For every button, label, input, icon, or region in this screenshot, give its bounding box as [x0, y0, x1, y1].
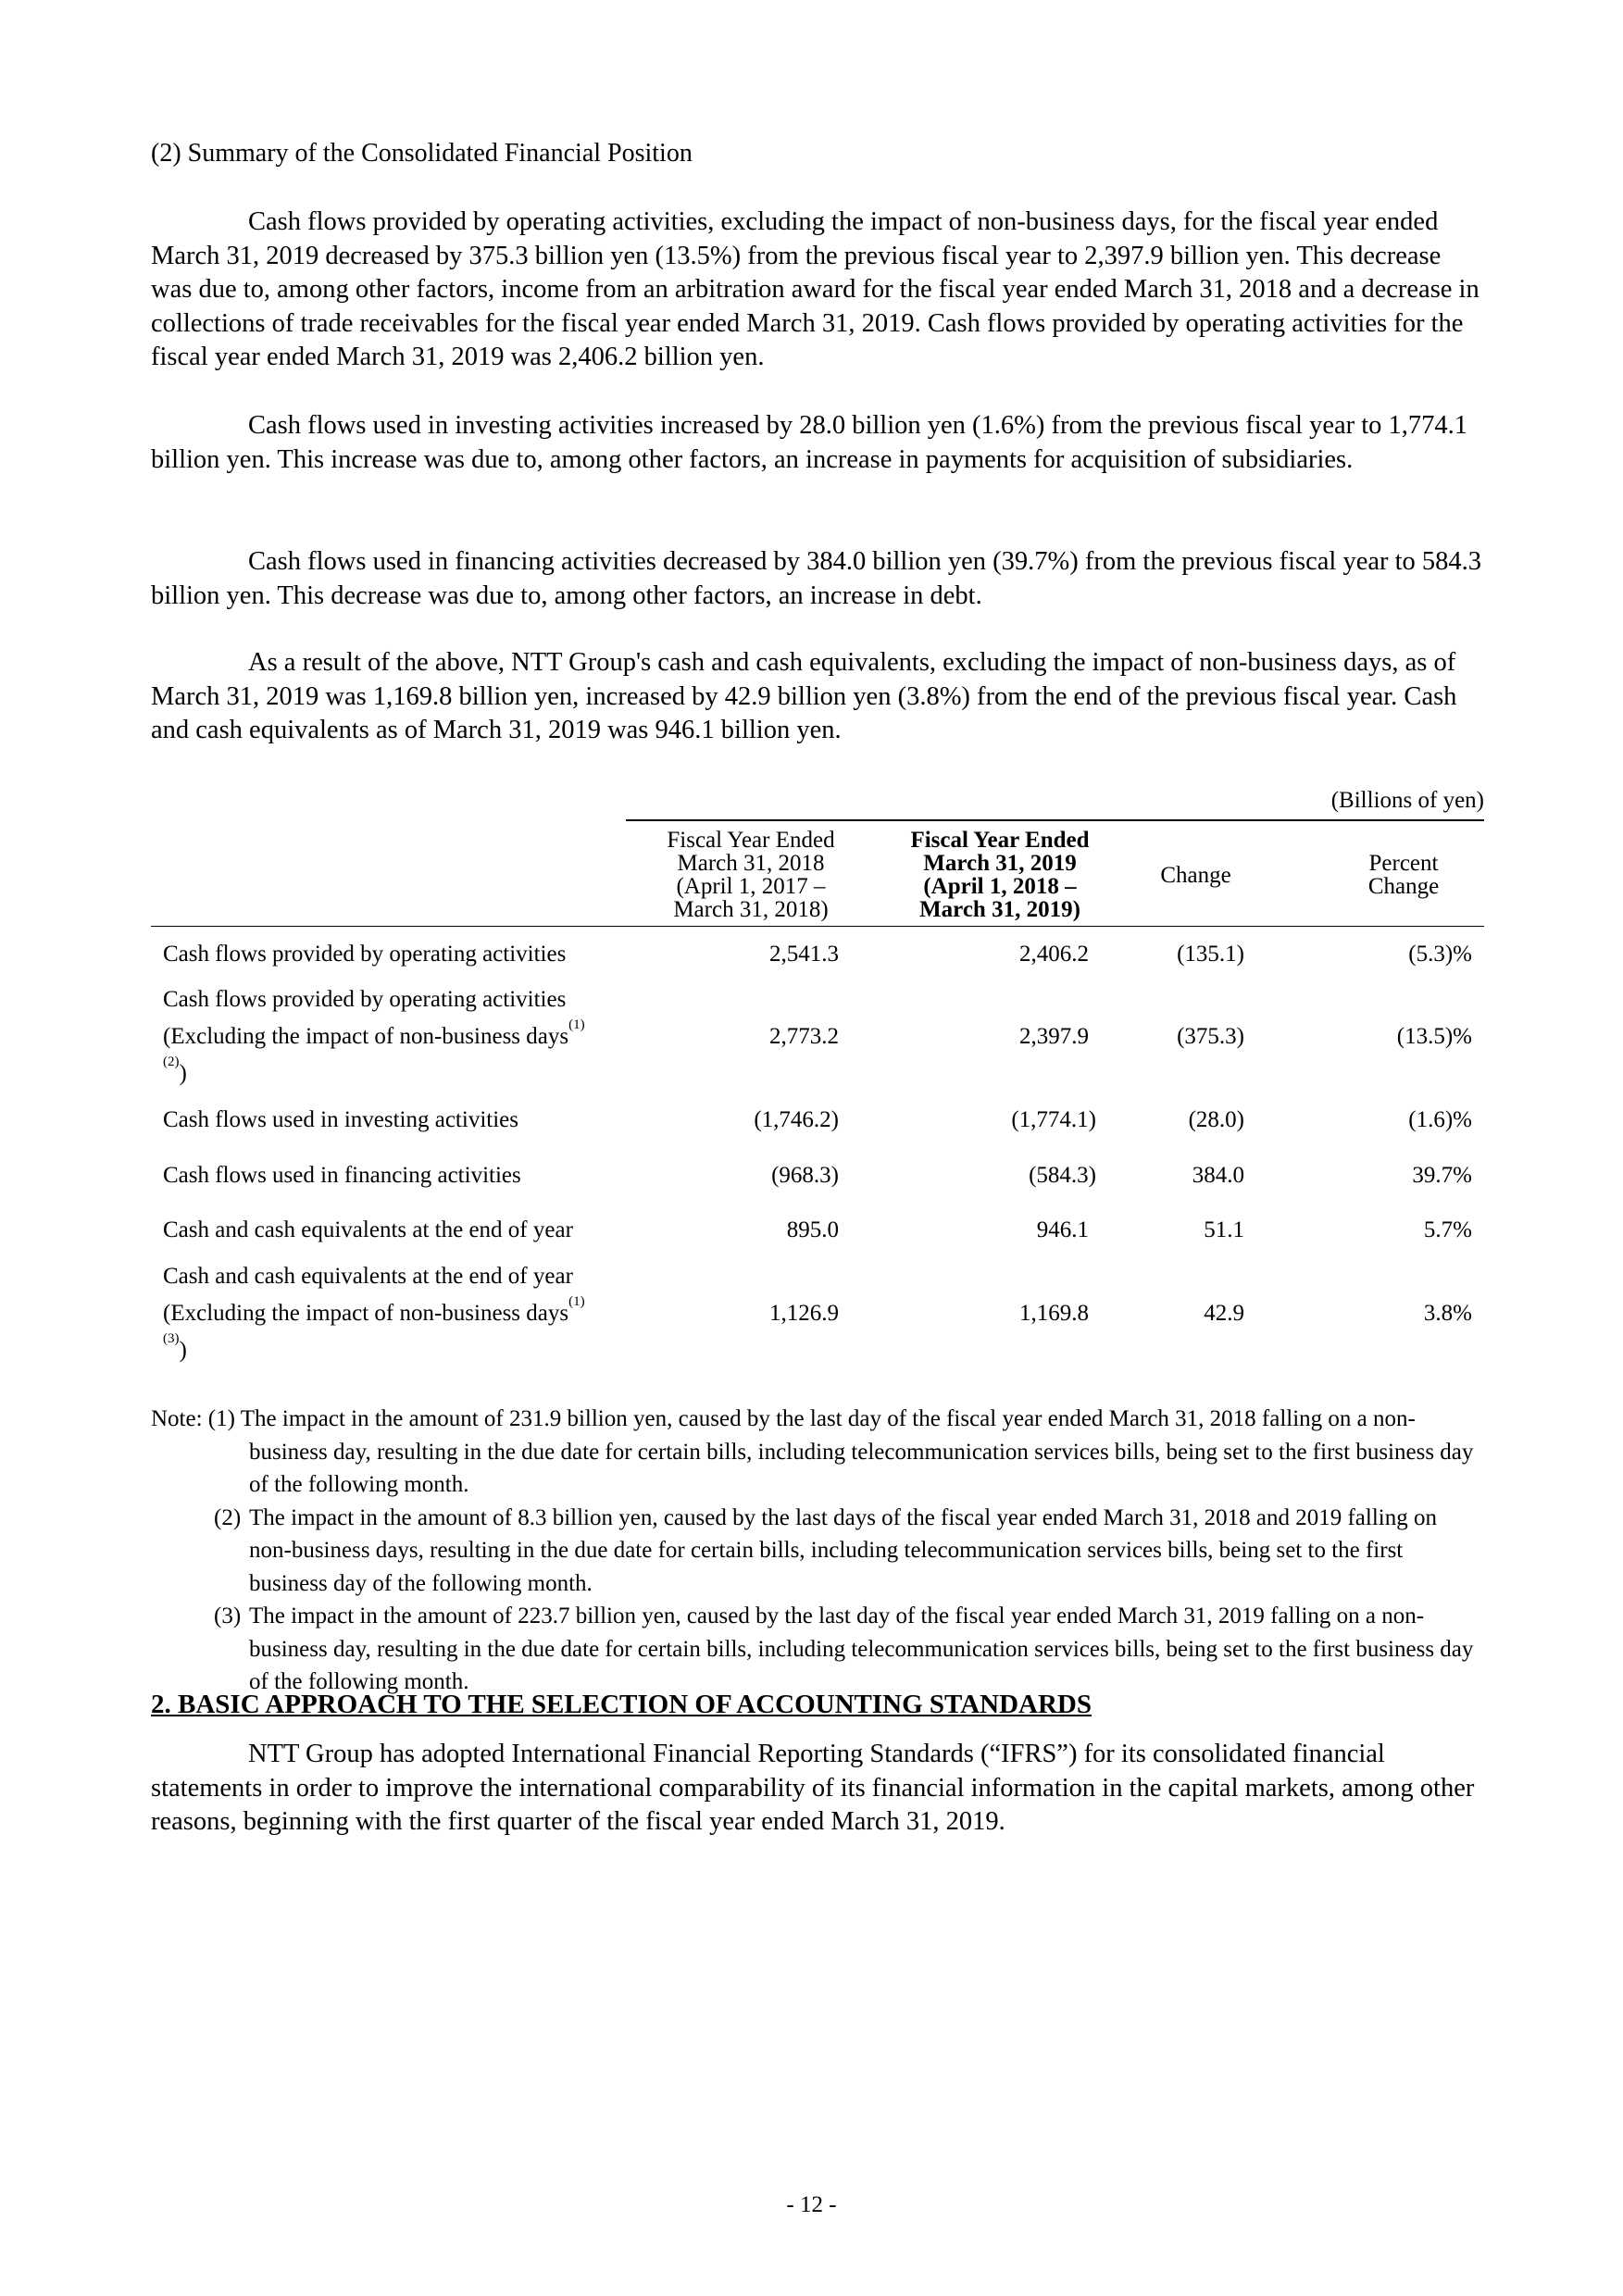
header-fy2018-line4: March 31, 2018) — [673, 897, 829, 922]
table-row — [151, 981, 1484, 1092]
table-row — [151, 1148, 1484, 1203]
footnote-text: The impact in the amount of 8.3 billion yen, caused by the last days of the fiscal year ended March 31, 2018 and 2019 falling on non-business days, resulting in the due date for certain bills, including telecommunication services bills, being set to the first business day of the following month. — [249, 1504, 1437, 1596]
cell-percent: (5.3)% — [1408, 941, 1472, 967]
footnote-1 — [151, 1403, 1484, 1502]
footnote-number: (2) — [214, 1504, 242, 1530]
row-label: Cash flows used in investing activities — [163, 1107, 518, 1132]
footnote-ref: (1) — [568, 1294, 585, 1309]
cell-change: 51.1 — [1204, 1217, 1244, 1242]
header-fy2019-line1: Fiscal Year Ended — [910, 828, 1090, 853]
header-percent-line1: Percent — [1368, 851, 1439, 876]
table-header-row — [151, 824, 1484, 927]
table-row — [151, 1203, 1484, 1258]
cell-percent: 5.7% — [1423, 1217, 1472, 1242]
footnotes — [151, 1403, 1484, 1699]
section-2-heading: 2. BASIC APPROACH TO THE SELECTION OF ACCOUNTING STANDARDS — [151, 1690, 1092, 1719]
header-percent-line2: Change — [1367, 874, 1440, 899]
row-label-line2-text: (Excluding the impact of non-business days — [163, 1024, 569, 1049]
cell-fy2019: 946.1 — [1036, 1217, 1089, 1242]
cell-fy2019: (1,774.1) — [1011, 1107, 1096, 1132]
row-label-line1: Cash flows provided by operating activities — [163, 987, 567, 1012]
row-label-line3 — [163, 1332, 626, 1369]
cell-fy2018: 1,126.9 — [769, 1301, 839, 1326]
cell-change: 384.0 — [1192, 1162, 1244, 1188]
row-label-line2-text: (Excluding the impact of non-business days — [163, 1301, 569, 1326]
cell-change: 42.9 — [1204, 1301, 1244, 1326]
footnote-text: The impact in the amount of 223.7 billion yen, caused by the last day of the fiscal year ended March 31, 2019 falling on a non-business day, resulting in the due date for certain bills, including telecommunication services bills, being set to the first business day of the following month. — [249, 1603, 1474, 1694]
cell-percent: (1.6)% — [1408, 1107, 1472, 1132]
paragraph-financing: Cash flows used in financing activities decreased by 384.0 billion yen (39.7%) from the previous fiscal year to 584.3 billion yen. This decrease was due to, among other factors, an increase in debt. — [151, 547, 1482, 610]
cell-fy2019: (584.3) — [1029, 1162, 1096, 1188]
table-row — [151, 927, 1484, 982]
section-title: (2) Summary of the Consolidated Financial Position — [151, 139, 693, 168]
note-prefix: Note: — [151, 1406, 203, 1431]
cell-fy2019: 1,169.8 — [1019, 1301, 1089, 1326]
table-row — [151, 1092, 1484, 1148]
footnote-3 — [151, 1600, 1484, 1699]
cash-flow-table — [151, 824, 1484, 1369]
row-label — [151, 981, 626, 1092]
footnote-ref: (2) — [163, 1054, 180, 1069]
table-units: (Billions of yen) — [1330, 788, 1484, 813]
footnote-text: The impact in the amount of 231.9 billion yen, caused by the last day of the fiscal year ended March 31, 2018 falling on a non-business day, resulting in the due date for certain bills, including telecommunication services bills, being set to the first business day of the following month. — [240, 1406, 1474, 1497]
paragraph-investing: Cash flows used in investing activities increased by 28.0 billion yen (1.6%) from the previous fiscal year to 1,774.1 billion yen. This increase was due to, among other factors, an increase in payments for acquisition of subsidiaries. — [151, 411, 1468, 474]
header-fy2019-line3: (April 1, 2018 – — [923, 874, 1077, 899]
header-fy2018 — [626, 824, 876, 927]
header-fy2019-line4: March 31, 2019) — [919, 897, 1080, 922]
paragraph-ifrs: NTT Group has adopted International Financial Reporting Standards (“IFRS”) for its consolidated financial statements in order to improve the international comparability of its financial information in the capital markets, among other reasons, beginning with the first quarter of the fiscal year ended March 31, 2019. — [151, 1740, 1475, 1836]
row-label: Cash flows provided by operating activities — [163, 941, 567, 967]
cell-fy2019: 2,397.9 — [1019, 1024, 1089, 1049]
cell-percent: (13.5)% — [1396, 1024, 1472, 1049]
header-fy2019 — [876, 824, 1124, 927]
cell-change: (135.1) — [1177, 941, 1244, 967]
row-label-line2 — [163, 1018, 626, 1055]
cell-change: (28.0) — [1188, 1107, 1244, 1132]
paragraph-operating: Cash flows provided by operating activities, excluding the impact of non-business days, for the fiscal year ended March 31, 2019 decreased by 375.3 billion yen (13.5%) from the previous fiscal year to 2,397.9 billion yen. This decrease was due to, among other factors, income from an arbitration award for the fiscal year ended March 31, 2018 and a decrease in collections of trade receivables for the fiscal year ended March 31, 2019. Cash flows provided by operating activities for the fiscal year ended March 31, 2019 was 2,406.2 billion yen. — [151, 207, 1479, 371]
row-label-close: ) — [179, 1338, 187, 1363]
footnote-number: (3) — [214, 1603, 242, 1628]
paragraph-cash-equivalents: As a result of the above, NTT Group's cash and cash equivalents, excluding the impact of non-business days, as of March 31, 2019 was 1,169.8 billion yen, increased by 42.9 billion yen (3.8%) from the end of the previous fiscal year. Cash and cash equivalents as of March 31, 2019 was 946.1 billion yen. — [151, 648, 1457, 744]
row-label-line1: Cash and cash equivalents at the end of year — [163, 1264, 573, 1289]
header-percent-change — [1267, 824, 1484, 927]
header-change: Change — [1124, 824, 1267, 927]
table-row — [151, 1258, 1484, 1369]
cell-change: (375.3) — [1177, 1024, 1244, 1049]
cell-fy2018: (968.3) — [771, 1162, 839, 1188]
row-label-line3 — [163, 1055, 626, 1092]
footnote-ref: (1) — [568, 1017, 585, 1032]
row-label-line2 — [163, 1295, 626, 1332]
row-label: Cash flows used in financing activities — [163, 1162, 521, 1188]
footnote-2 — [151, 1502, 1484, 1601]
cell-percent: 3.8% — [1423, 1301, 1472, 1326]
cell-fy2018: 895.0 — [786, 1217, 839, 1242]
cell-fy2018: (1,746.2) — [754, 1107, 839, 1132]
row-label — [151, 1258, 626, 1369]
footnote-number: (1) — [207, 1406, 235, 1431]
header-fy2019-line2: March 31, 2019 — [923, 851, 1077, 876]
cell-fy2018: 2,541.3 — [769, 941, 839, 967]
header-fy2018-line2: March 31, 2018 — [677, 851, 825, 876]
page-number: - 12 - — [786, 2192, 837, 2217]
header-fy2018-line3: (April 1, 2017 – — [676, 874, 826, 899]
footnote-ref: (3) — [163, 1331, 180, 1346]
cell-percent: 39.7% — [1412, 1162, 1472, 1188]
header-empty — [151, 824, 626, 927]
cell-fy2019: 2,406.2 — [1019, 941, 1089, 967]
cell-fy2018: 2,773.2 — [769, 1024, 839, 1049]
row-label-close: ) — [179, 1061, 187, 1086]
row-label: Cash and cash equivalents at the end of year — [163, 1217, 573, 1242]
header-fy2018-line1: Fiscal Year Ended — [667, 828, 835, 853]
table-header-rule — [626, 819, 1484, 821]
